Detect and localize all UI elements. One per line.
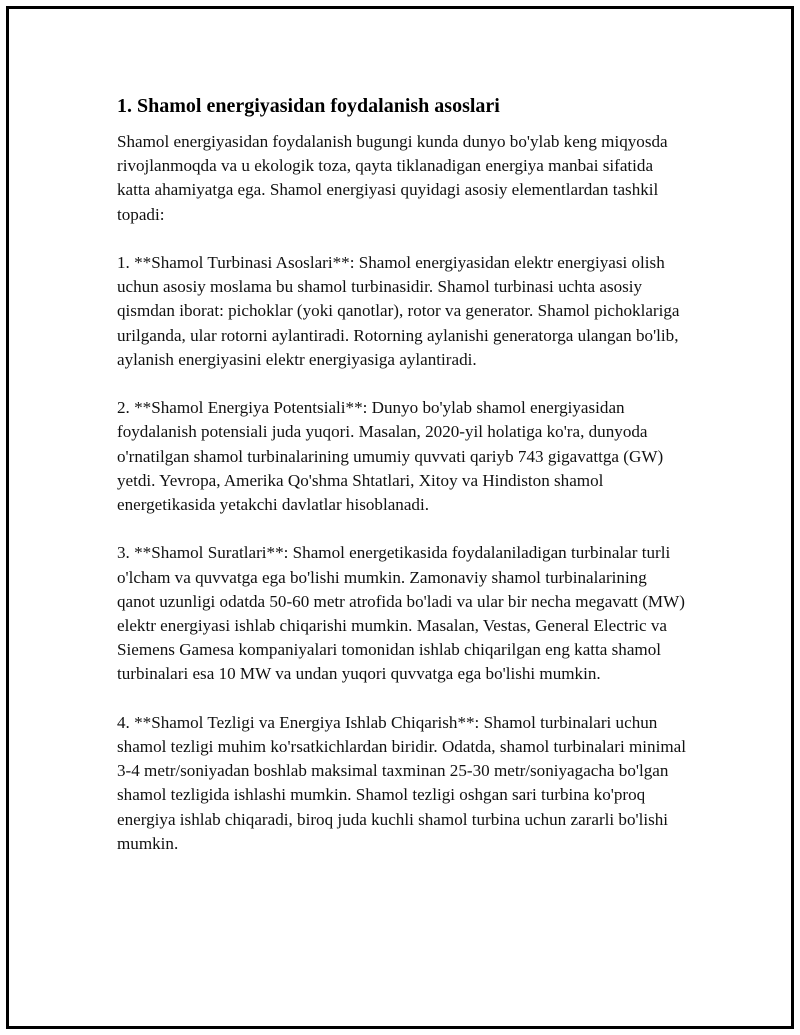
paragraph-turbine-basics: 1. **Shamol Turbinasi Asoslari**: Shamol energiyasidan elektr energiyasi olish uchun asosiy moslama bu shamol turbinasidir. Shamol turbinasi uchta asosiy qismdan iborat: pichoklar (yoki qanotlar), rotor va generator. Shamol pichoklariga urilganda, ular rotorni aylantiradi. Rotorning aylanishi generatorga ulangan bo'lib, aylanish energiyasini elektr energiyasiga aylantiradi. bbox=[117, 253, 680, 369]
paragraph-energy-potential: 2. **Shamol Energiya Potentsiali**: Dunyo bo'ylab shamol energiyasidan foydalanish potensiali juda yuqori. Masalan, 2020-yil holatiga ko'ra, dunyoda o'rnatilgan shamol turbinalarining umumiy quvvati qariyb 743 gigavattga (GW) yetdi. Yevropa, Amerika Qo'shma Shtatlari, Xitoy va Hindiston shamol energetikasida yetakchi davlatlar hisoblanadi. bbox=[117, 398, 664, 515]
paragraph-turbine-sizes: 3. **Shamol Suratlari**: Shamol energetikasida foydalaniladigan turbinalar turli o'lcham va quvvatga ega bo'lishi mumkin. Zamonaviy shamol turbinalarining qanot uzunligi odatda 50-60 metr atrofida bo'ladi va ular bir necha megavatt (MW) elektr energiyasi ishlab chiqarishi mumkin. Masalan, Vestas, General Electric va Siemens Gamesa kompaniyalari tomonidan ishlab chiqarilgan eng katta shamol turbinalari esa 10 MW va undan yuqori quvvatga ega bo'lishi mumkin. bbox=[117, 543, 685, 684]
paragraph-wind-speed: 4. **Shamol Tezligi va Energiya Ishlab Chiqarish**: Shamol turbinalari uchun shamol tezligi muhim ko'rsatkichlardan biridir. Odatda, shamol turbinalari minimal 3-4 metr/soniyadan boshlab maksimal taxminan 25-30 metr/soniyagacha bo'lgan shamol tezligida ishlashi mumkin. Shamol tezligi oshgan sari turbina ko'proq energiya ishlab chiqaradi, biroq juda kuchli shamol turbina uchun zararli bo'lishi mumkin. bbox=[117, 712, 686, 853]
document-body bbox=[117, 93, 687, 856]
section-heading: 1. Shamol energiyasidan foydalanish asoslari bbox=[117, 95, 500, 117]
intro-paragraph: Shamol energiyasidan foydalanish bugungi kunda dunyo bo'ylab keng miqyosda rivojlanmoqda va u ekologik toza, qayta tiklanadigan energiya manbai sifatida katta ahamiyatga ega. Shamol energiyasi quyidagi asosiy elementlardan tashkil topadi: bbox=[117, 132, 668, 224]
